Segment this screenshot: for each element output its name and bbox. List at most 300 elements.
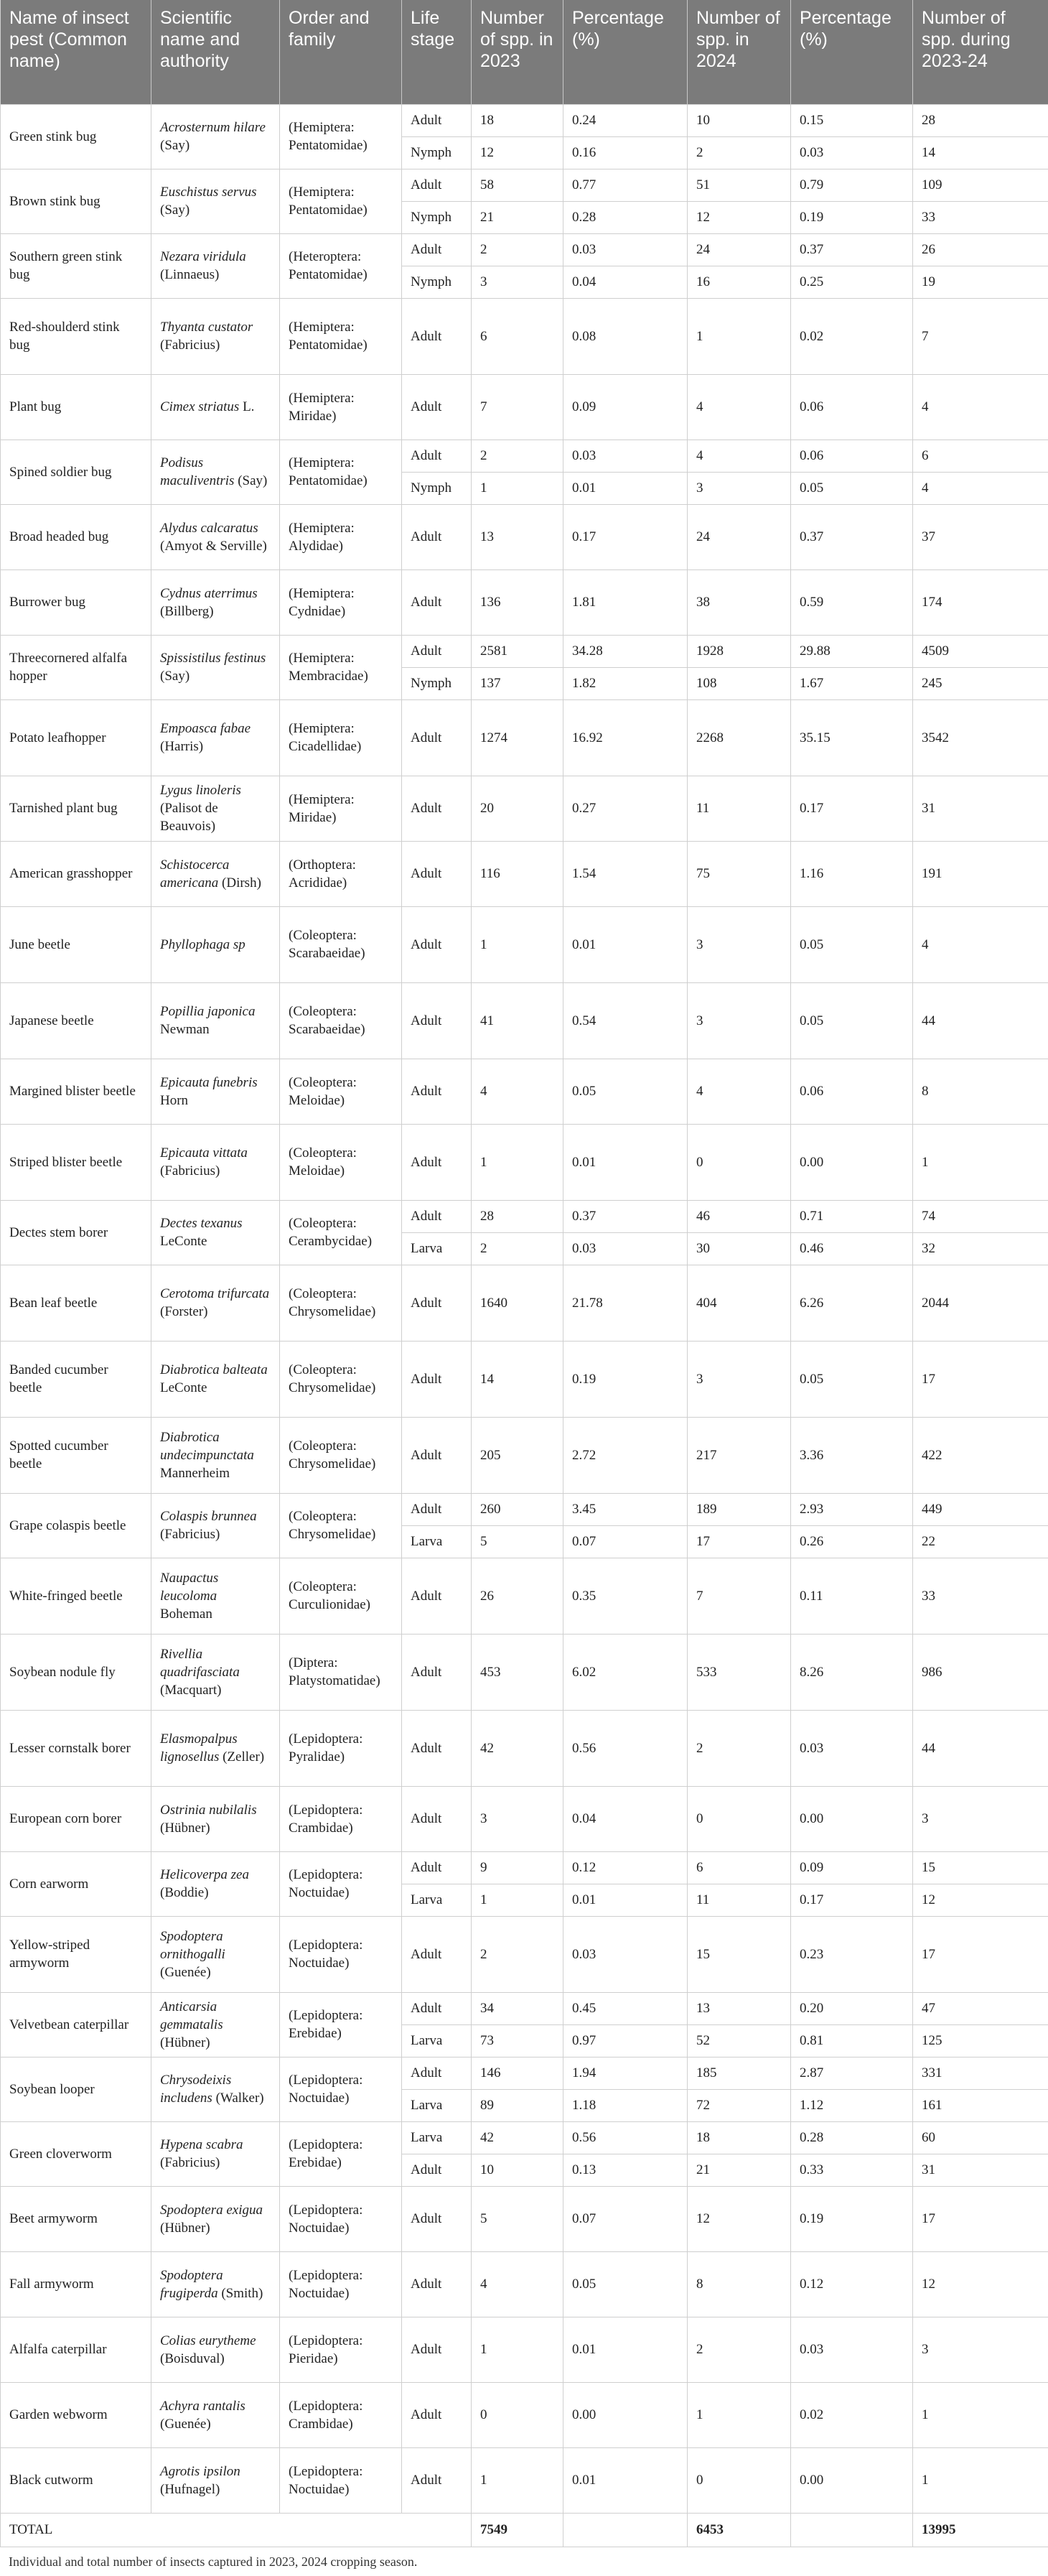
cell-scientific-name — [151, 1992, 280, 2057]
scientific-name-italic: Hypena scabra — [160, 2137, 243, 2152]
cell-number-2024: 51 — [688, 169, 791, 201]
cell-number-2023: 5 — [472, 2186, 563, 2251]
cell-scientific-name — [151, 906, 280, 982]
cell-number-total: 1 — [913, 2382, 1048, 2447]
cell-percentage-2024: 0.05 — [791, 472, 913, 504]
cell-number-2024: 404 — [688, 1265, 791, 1341]
cell-number-2023: 2581 — [472, 635, 563, 667]
cell-number-2024: 3 — [688, 982, 791, 1059]
cell-life-stage: Adult — [402, 1417, 472, 1493]
scientific-name-italic: Epicauta funebris — [160, 1075, 258, 1090]
cell-order-family: (Lepidoptera: Noctuidae) — [280, 2251, 402, 2317]
scientific-name-italic: Epicauta vittata — [160, 1145, 248, 1161]
cell-life-stage: Nymph — [402, 201, 472, 233]
cell-order-family: (Hemiptera: Pentatomidae) — [280, 440, 402, 504]
cell-percentage-2023: 2.72 — [563, 1417, 688, 1493]
cell-percentage-2024: 1.67 — [791, 667, 913, 699]
cell-number-total: 7 — [913, 298, 1048, 374]
table-row — [1, 699, 1048, 776]
cell-number-2023: 1 — [472, 1884, 563, 1916]
cell-common-name: Green cloverworm — [1, 2121, 151, 2186]
table-row — [1, 2447, 1048, 2513]
cell-number-2024: 72 — [688, 2089, 791, 2121]
cell-number-2023: 42 — [472, 2121, 563, 2154]
scientific-name-italic: Spodoptera exigua — [160, 2203, 263, 2218]
cell-number-2023: 205 — [472, 1417, 563, 1493]
cell-percentage-2024: 0.15 — [791, 104, 913, 136]
cell-percentage-2023: 6.02 — [563, 1634, 688, 1710]
scientific-name-italic: Spodoptera frugiperda — [160, 2268, 223, 2301]
cell-percentage-2023: 0.24 — [563, 104, 688, 136]
cell-percentage-2024: 0.05 — [791, 982, 913, 1059]
cell-order-family: (Lepidoptera: Pyralidae) — [280, 1710, 402, 1786]
cell-percentage-2023: 0.35 — [563, 1558, 688, 1634]
scientific-name-italic: Schistocerca americana — [160, 857, 229, 891]
cell-life-stage: Adult — [402, 104, 472, 136]
table-row — [1, 169, 1048, 201]
cell-common-name: Broad headed bug — [1, 504, 151, 569]
cell-life-stage: Larva — [402, 2024, 472, 2057]
cell-life-stage: Adult — [402, 2447, 472, 2513]
header-number-2024: Number of spp. in 2024 — [688, 0, 791, 104]
cell-number-2024: 2 — [688, 1710, 791, 1786]
cell-life-stage: Larva — [402, 1525, 472, 1558]
cell-order-family: (Lepidoptera: Noctuidae) — [280, 1851, 402, 1916]
cell-common-name: Corn earworm — [1, 1851, 151, 1916]
cell-order-family: (Hemiptera: Cicadellidae) — [280, 699, 402, 776]
cell-percentage-2023: 21.78 — [563, 1265, 688, 1341]
cell-life-stage: Adult — [402, 1341, 472, 1417]
cell-number-2024: 2 — [688, 136, 791, 169]
cell-scientific-name — [151, 1059, 280, 1124]
cell-common-name: June beetle — [1, 906, 151, 982]
cell-common-name: Yellow-striped armyworm — [1, 1916, 151, 1992]
scientific-authority: (Smith) — [218, 2286, 263, 2301]
cell-percentage-2023: 1.81 — [563, 569, 688, 635]
cell-scientific-name — [151, 1493, 280, 1558]
cell-percentage-2023: 0.09 — [563, 374, 688, 440]
table-row — [1, 1124, 1048, 1200]
scientific-name-italic: Elasmopalpus lignosellus — [160, 1731, 238, 1764]
cell-percentage-2023: 0.01 — [563, 1124, 688, 1200]
cell-percentage-2024: 0.00 — [791, 2447, 913, 2513]
table-row — [1, 1059, 1048, 1124]
scientific-name-italic: Ostrinia nubilalis — [160, 1803, 257, 1818]
scientific-authority: (Palisot de Beauvois) — [160, 801, 218, 834]
cell-percentage-2023: 1.94 — [563, 2057, 688, 2089]
scientific-authority: (Fabricius) — [160, 2155, 220, 2170]
cell-percentage-2023: 1.18 — [563, 2089, 688, 2121]
cell-percentage-2023: 0.01 — [563, 1884, 688, 1916]
scientific-authority: (Linnaeus) — [160, 267, 219, 282]
cell-order-family: (Hemiptera: Pentatomidae) — [280, 169, 402, 233]
cell-life-stage: Adult — [402, 1916, 472, 1992]
cell-number-total: 17 — [913, 1341, 1048, 1417]
cell-percentage-2024: 0.81 — [791, 2024, 913, 2057]
cell-order-family: (Coleoptera: Chrysomelidae) — [280, 1265, 402, 1341]
header-order-family: Order and family — [280, 0, 402, 104]
cell-number-2024: 12 — [688, 201, 791, 233]
cell-common-name: European corn borer — [1, 1786, 151, 1851]
scientific-name-italic: Phyllophaga sp — [160, 937, 245, 952]
scientific-authority: (Guenée) — [160, 2417, 211, 2432]
cell-common-name: Banded cucumber beetle — [1, 1341, 151, 1417]
total-label: TOTAL — [1, 2513, 472, 2547]
cell-percentage-2024: 0.09 — [791, 1851, 913, 1884]
cell-number-total: 161 — [913, 2089, 1048, 2121]
cell-number-2023: 3 — [472, 1786, 563, 1851]
cell-number-2024: 8 — [688, 2251, 791, 2317]
cell-percentage-2024: 29.88 — [791, 635, 913, 667]
scientific-name-italic: Agrotis ipsilon — [160, 2464, 240, 2479]
scientific-name-italic: Dectes texanus — [160, 1216, 242, 1231]
table-row — [1, 1417, 1048, 1493]
cell-order-family: (Coleoptera: Cerambycidae) — [280, 1200, 402, 1265]
cell-number-2023: 3 — [472, 266, 563, 298]
cell-percentage-2024: 0.03 — [791, 136, 913, 169]
cell-percentage-2024: 0.06 — [791, 440, 913, 472]
cell-percentage-2024: 0.00 — [791, 1124, 913, 1200]
total-percentage-2024-empty — [791, 2513, 913, 2547]
cell-number-total: 26 — [913, 233, 1048, 266]
cell-scientific-name — [151, 635, 280, 699]
cell-common-name: Red-shoulderd stink bug — [1, 298, 151, 374]
cell-number-total: 60 — [913, 2121, 1048, 2154]
cell-percentage-2024: 0.26 — [791, 1525, 913, 1558]
cell-percentage-2024: 6.26 — [791, 1265, 913, 1341]
cell-scientific-name — [151, 2317, 280, 2382]
cell-percentage-2023: 0.37 — [563, 1200, 688, 1232]
cell-common-name: Striped blister beetle — [1, 1124, 151, 1200]
cell-order-family: (Heteroptera: Pentatomidae) — [280, 233, 402, 298]
table-row — [1, 1493, 1048, 1525]
cell-number-total: 191 — [913, 841, 1048, 906]
cell-scientific-name — [151, 374, 280, 440]
cell-number-2023: 1640 — [472, 1265, 563, 1341]
scientific-name-italic: Chrysodeixis includens — [160, 2073, 231, 2106]
cell-scientific-name — [151, 1786, 280, 1851]
cell-percentage-2023: 0.16 — [563, 136, 688, 169]
cell-percentage-2023: 0.27 — [563, 776, 688, 841]
cell-percentage-2023: 0.08 — [563, 298, 688, 374]
cell-number-2023: 42 — [472, 1710, 563, 1786]
cell-scientific-name — [151, 504, 280, 569]
cell-percentage-2023: 0.12 — [563, 1851, 688, 1884]
cell-number-2024: 13 — [688, 1992, 791, 2024]
cell-life-stage: Adult — [402, 169, 472, 201]
cell-number-2024: 16 — [688, 266, 791, 298]
cell-percentage-2023: 0.54 — [563, 982, 688, 1059]
cell-life-stage: Adult — [402, 2154, 472, 2186]
table-row — [1, 2121, 1048, 2154]
cell-number-2023: 116 — [472, 841, 563, 906]
scientific-name-italic: Podisus maculiventris — [160, 455, 234, 488]
table-header-row — [1, 0, 1048, 104]
header-scientific-name: Scientific name and authority — [151, 0, 280, 104]
cell-life-stage: Adult — [402, 440, 472, 472]
scientific-name-italic: Achyra rantalis — [160, 2399, 245, 2414]
cell-number-total: 4 — [913, 374, 1048, 440]
cell-number-2023: 260 — [472, 1493, 563, 1525]
header-number-2023: Number of spp. in 2023 — [472, 0, 563, 104]
cell-order-family: (Hemiptera: Membracidae) — [280, 635, 402, 699]
cell-life-stage: Adult — [402, 504, 472, 569]
scientific-authority: (Hübner) — [160, 1821, 210, 1836]
cell-life-stage: Adult — [402, 569, 472, 635]
cell-percentage-2024: 0.19 — [791, 201, 913, 233]
cell-common-name: Margined blister beetle — [1, 1059, 151, 1124]
cell-number-2024: 1 — [688, 2382, 791, 2447]
scientific-authority: (Hübner) — [160, 2221, 210, 2236]
cell-common-name: Japanese beetle — [1, 982, 151, 1059]
cell-percentage-2023: 1.54 — [563, 841, 688, 906]
cell-number-2023: 1 — [472, 2447, 563, 2513]
cell-scientific-name — [151, 233, 280, 298]
cell-percentage-2024: 0.23 — [791, 1916, 913, 1992]
cell-number-total: 12 — [913, 1884, 1048, 1916]
total-row — [1, 2513, 1048, 2547]
cell-number-total: 74 — [913, 1200, 1048, 1232]
cell-life-stage: Nymph — [402, 472, 472, 504]
cell-life-stage: Adult — [402, 298, 472, 374]
table-row — [1, 1992, 1048, 2024]
cell-number-total: 8 — [913, 1059, 1048, 1124]
scientific-authority: (Boddie) — [160, 1885, 209, 1900]
cell-order-family: (Hemiptera: Alydidae) — [280, 504, 402, 569]
cell-number-2023: 2 — [472, 1916, 563, 1992]
cell-order-family: (Coleoptera: Meloidae) — [280, 1059, 402, 1124]
cell-number-2023: 89 — [472, 2089, 563, 2121]
cell-common-name: Soybean nodule fly — [1, 1634, 151, 1710]
cell-scientific-name — [151, 1710, 280, 1786]
cell-percentage-2024: 0.37 — [791, 504, 913, 569]
cell-order-family: (Lepidoptera: Noctuidae) — [280, 2057, 402, 2121]
table-row — [1, 2057, 1048, 2089]
cell-scientific-name — [151, 2382, 280, 2447]
cell-order-family: (Coleoptera: Scarabaeidae) — [280, 906, 402, 982]
cell-number-2023: 9 — [472, 1851, 563, 1884]
cell-number-total: 6 — [913, 440, 1048, 472]
table-row — [1, 776, 1048, 841]
cell-order-family: (Orthoptera: Acrididae) — [280, 841, 402, 906]
cell-number-total: 3 — [913, 1786, 1048, 1851]
cell-number-2023: 136 — [472, 569, 563, 635]
cell-order-family: (Coleoptera: Chrysomelidae) — [280, 1493, 402, 1558]
cell-number-2023: 7 — [472, 374, 563, 440]
cell-percentage-2023: 0.01 — [563, 906, 688, 982]
cell-order-family: (Lepidoptera: Noctuidae) — [280, 2186, 402, 2251]
cell-number-total: 28 — [913, 104, 1048, 136]
cell-number-2023: 73 — [472, 2024, 563, 2057]
scientific-authority: (Billberg) — [160, 604, 214, 619]
table-row — [1, 982, 1048, 1059]
cell-percentage-2024: 0.03 — [791, 2317, 913, 2382]
cell-common-name: Burrower bug — [1, 569, 151, 635]
cell-number-total: 19 — [913, 266, 1048, 298]
cell-number-2024: 15 — [688, 1916, 791, 1992]
table-row — [1, 1786, 1048, 1851]
cell-percentage-2024: 0.46 — [791, 1232, 913, 1265]
scientific-authority: (Say) — [160, 138, 190, 153]
cell-common-name: Bean leaf beetle — [1, 1265, 151, 1341]
table-row — [1, 374, 1048, 440]
cell-common-name: Green stink bug — [1, 104, 151, 169]
cell-number-total: 2044 — [913, 1265, 1048, 1341]
table-row — [1, 1916, 1048, 1992]
cell-order-family: (Lepidoptera: Erebidae) — [280, 1992, 402, 2057]
cell-number-total: 32 — [913, 1232, 1048, 1265]
cell-percentage-2023: 0.45 — [563, 1992, 688, 2024]
cell-life-stage: Nymph — [402, 266, 472, 298]
cell-life-stage: Larva — [402, 1232, 472, 1265]
cell-number-2024: 30 — [688, 1232, 791, 1265]
cell-percentage-2023: 0.03 — [563, 440, 688, 472]
cell-percentage-2023: 0.03 — [563, 233, 688, 266]
scientific-name-italic: Spodoptera ornithogalli — [160, 1929, 225, 1962]
table-row — [1, 298, 1048, 374]
cell-number-2024: 11 — [688, 776, 791, 841]
table-row — [1, 569, 1048, 635]
cell-number-2023: 18 — [472, 104, 563, 136]
cell-number-total: 47 — [913, 1992, 1048, 2024]
cell-number-total: 44 — [913, 982, 1048, 1059]
total-number-overall: 13995 — [913, 2513, 1048, 2547]
scientific-authority: (Harris) — [160, 739, 203, 754]
cell-life-stage: Adult — [402, 1851, 472, 1884]
cell-number-2023: 453 — [472, 1634, 563, 1710]
cell-number-total: 245 — [913, 667, 1048, 699]
cell-order-family: (Lepidoptera: Noctuidae) — [280, 2447, 402, 2513]
table-row — [1, 104, 1048, 136]
header-life-stage: Life stage — [402, 0, 472, 104]
scientific-authority: Boheman — [160, 1606, 212, 1622]
scientific-name-italic: Naupactus leucoloma — [160, 1571, 218, 1604]
scientific-name-italic: Spissistilus festinus — [160, 651, 266, 666]
table-row — [1, 906, 1048, 982]
cell-order-family: (Coleoptera: Chrysomelidae) — [280, 1417, 402, 1493]
cell-number-2023: 6 — [472, 298, 563, 374]
cell-order-family: (Coleoptera: Curculionidae) — [280, 1558, 402, 1634]
scientific-name-italic: Cydnus aterrimus — [160, 586, 258, 601]
cell-number-2023: 2 — [472, 1232, 563, 1265]
cell-number-2023: 28 — [472, 1200, 563, 1232]
cell-scientific-name — [151, 104, 280, 169]
cell-order-family: (Lepidoptera: Noctuidae) — [280, 1916, 402, 1992]
cell-percentage-2024: 0.11 — [791, 1558, 913, 1634]
table-row — [1, 2317, 1048, 2382]
cell-number-2024: 2 — [688, 2317, 791, 2382]
scientific-authority: (Boisduval) — [160, 2351, 225, 2366]
cell-percentage-2024: 0.71 — [791, 1200, 913, 1232]
scientific-name-italic: Thyanta custator — [160, 320, 253, 335]
cell-percentage-2023: 34.28 — [563, 635, 688, 667]
cell-percentage-2024: 0.00 — [791, 1786, 913, 1851]
cell-scientific-name — [151, 1916, 280, 1992]
cell-number-total: 125 — [913, 2024, 1048, 2057]
cell-percentage-2023: 0.05 — [563, 1059, 688, 1124]
cell-number-2024: 217 — [688, 1417, 791, 1493]
cell-order-family: (Coleoptera: Scarabaeidae) — [280, 982, 402, 1059]
scientific-name-italic: Empoasca fabae — [160, 721, 251, 736]
cell-number-2023: 12 — [472, 136, 563, 169]
cell-percentage-2023: 0.01 — [563, 2317, 688, 2382]
cell-number-2023: 20 — [472, 776, 563, 841]
cell-number-total: 174 — [913, 569, 1048, 635]
cell-number-2023: 41 — [472, 982, 563, 1059]
cell-life-stage: Adult — [402, 1059, 472, 1124]
cell-number-total: 37 — [913, 504, 1048, 569]
cell-percentage-2024: 0.02 — [791, 298, 913, 374]
cell-number-total: 986 — [913, 1634, 1048, 1710]
cell-scientific-name — [151, 841, 280, 906]
cell-life-stage: Adult — [402, 1558, 472, 1634]
cell-number-2023: 21 — [472, 201, 563, 233]
cell-number-2024: 24 — [688, 504, 791, 569]
cell-number-2024: 0 — [688, 1786, 791, 1851]
total-percentage-2023-empty — [563, 2513, 688, 2547]
cell-percentage-2024: 0.20 — [791, 1992, 913, 2024]
scientific-name-italic: Diabrotica undecimpunctata — [160, 1430, 254, 1463]
cell-common-name: Plant bug — [1, 374, 151, 440]
cell-common-name: Tarnished plant bug — [1, 776, 151, 841]
cell-common-name: Spotted cucumber beetle — [1, 1417, 151, 1493]
cell-percentage-2023: 0.97 — [563, 2024, 688, 2057]
cell-common-name: Garden webworm — [1, 2382, 151, 2447]
cell-percentage-2024: 0.28 — [791, 2121, 913, 2154]
cell-number-2023: 13 — [472, 504, 563, 569]
cell-number-2024: 185 — [688, 2057, 791, 2089]
cell-percentage-2024: 0.03 — [791, 1710, 913, 1786]
cell-order-family: (Hemiptera: Pentatomidae) — [280, 298, 402, 374]
cell-percentage-2024: 0.19 — [791, 2186, 913, 2251]
cell-number-2023: 5 — [472, 1525, 563, 1558]
scientific-authority: (Amyot & Serville) — [160, 539, 267, 554]
cell-scientific-name — [151, 440, 280, 504]
total-number-2024: 6453 — [688, 2513, 791, 2547]
cell-common-name: Beet armyworm — [1, 2186, 151, 2251]
cell-scientific-name — [151, 2251, 280, 2317]
cell-life-stage: Larva — [402, 2089, 472, 2121]
cell-common-name: Soybean looper — [1, 2057, 151, 2121]
cell-percentage-2023: 0.77 — [563, 169, 688, 201]
scientific-name-italic: Rivellia quadrifasciata — [160, 1647, 240, 1680]
cell-number-2023: 1 — [472, 906, 563, 982]
cell-common-name: Threecornered alfalfa hopper — [1, 635, 151, 699]
cell-number-2024: 52 — [688, 2024, 791, 2057]
cell-life-stage: Adult — [402, 906, 472, 982]
cell-common-name: Brown stink bug — [1, 169, 151, 233]
cell-percentage-2024: 0.05 — [791, 906, 913, 982]
cell-number-2024: 108 — [688, 667, 791, 699]
cell-life-stage: Adult — [402, 699, 472, 776]
cell-number-2024: 533 — [688, 1634, 791, 1710]
cell-order-family: (Hemiptera: Pentatomidae) — [280, 104, 402, 169]
cell-percentage-2023: 3.45 — [563, 1493, 688, 1525]
table-row — [1, 1341, 1048, 1417]
cell-number-2024: 38 — [688, 569, 791, 635]
cell-scientific-name — [151, 699, 280, 776]
cell-order-family: (Diptera: Platystomatidae) — [280, 1634, 402, 1710]
cell-life-stage: Adult — [402, 982, 472, 1059]
scientific-name-italic: Cerotoma trifurcata — [160, 1286, 269, 1301]
scientific-authority: Newman — [160, 1022, 210, 1037]
scientific-name-italic: Lygus linoleris — [160, 783, 241, 798]
cell-life-stage: Adult — [402, 1265, 472, 1341]
cell-life-stage: Adult — [402, 776, 472, 841]
cell-common-name: Grape colaspis beetle — [1, 1493, 151, 1558]
cell-life-stage: Adult — [402, 1634, 472, 1710]
cell-scientific-name — [151, 169, 280, 233]
